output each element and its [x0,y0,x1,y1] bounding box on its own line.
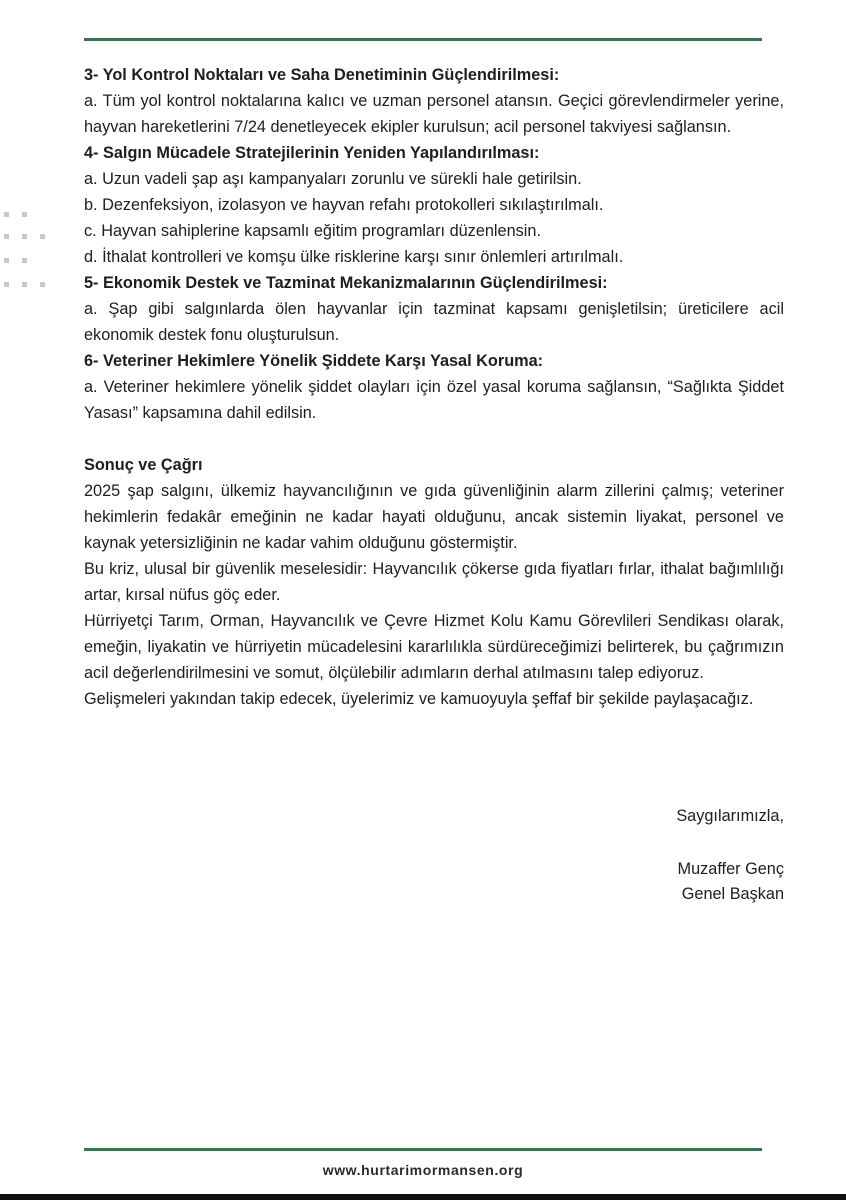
decorative-dot-grid [0,206,60,296]
section-heading-5: 5- Ekonomik Destek ve Tazminat Mekanizmalarının Güçlendirilmesi: [84,274,608,292]
signatory-title: Genel Başkan [681,885,784,903]
top-divider [84,38,762,41]
section-6-item-a: a. Veteriner hekimlere yönelik şiddet olayları için özel yasal koruma sağlansın, “Sağlıkta Şiddet Yasası” kapsamına dahil edilsin. [84,378,784,422]
signatory-name: Muzaffer Genç [677,860,784,878]
section-4-item-a: a. Uzun vadeli şap aşı kampanyaları zorunlu ve sürekli hale getirilsin. [84,170,582,188]
section-heading-3: 3- Yol Kontrol Noktaları ve Saha Denetiminin Güçlendirilmesi: [84,66,560,84]
section-4-item-d: d. İthalat kontrolleri ve komşu ülke risklerine karşı sınır önlemleri artırılmalı. [84,248,624,266]
section-4-item-b: b. Dezenfeksiyon, izolasyon ve hayvan refahı protokolleri sıkılaştırılmalı. [84,196,604,214]
closing-salutation: Saygılarımızla, [676,807,784,825]
bottom-divider [84,1148,762,1151]
section-heading-4: 4- Salgın Mücadele Stratejilerinin Yeniden Yapılandırılması: [84,144,540,162]
conclusion-paragraph-3: Hürriyetçi Tarım, Orman, Hayvancılık ve Çevre Hizmet Kolu Kamu Görevlileri Sendikası olarak, emeğin, liyakatin ve hürriyetin mücadelesini kararlılıkla sürdüreceğimizi belirterek, bu çağrımızın acil değerlendirilmesini ve somut, ölçülebilir adımların derhal atılmasını talep ediyoruz. [84,612,784,682]
footer-website: www.hurtarimormansen.org [322,1162,524,1178]
section-4-item-c: c. Hayvan sahiplerine kapsamlı eğitim programları düzenlensin. [84,222,541,240]
section-3-item-a: a. Tüm yol kontrol noktalarına kalıcı ve uzman personel atansın. Geçici görevlendirmeler yerine, hayvan hareketlerini 7/24 denetleyecek ekipler kurulsun; acil personel takviyesi sağlansın. [84,92,784,136]
page-edge [0,1194,846,1200]
section-heading-6: 6- Veteriner Hekimlere Yönelik Şiddete Karşı Yasal Koruma: [84,352,544,370]
document-body [84,62,784,712]
conclusion-heading: Sonuç ve Çağrı [84,456,203,474]
conclusion-paragraph-1: 2025 şap salgını, ülkemiz hayvancılığının ve gıda güvenliğinin alarm zillerini çalmış; veteriner hekimlerin fedakâr emeğinin ne kadar hayati olduğunu, ancak sistemin liyakat, personel ve kaynak yetersizliğinin ne kadar vahim olduğunu göstermiştir. [84,482,784,552]
section-5-item-a: a. Şap gibi salgınlarda ölen hayvanlar için tazminat kapsamı genişletilsin; üreticilere acil ekonomik destek fonu oluşturulsun. [84,300,784,344]
conclusion-paragraph-2: Bu kriz, ulusal bir güvenlik meselesidir: Hayvancılık çökerse gıda fiyatları fırlar, ithalat bağımlılığı artar, kırsal nüfus göç eder. [84,560,784,604]
conclusion-paragraph-4: Gelişmeleri yakından takip edecek, üyelerimiz ve kamuoyuyla şeffaf bir şekilde paylaşacağız. [84,690,754,708]
